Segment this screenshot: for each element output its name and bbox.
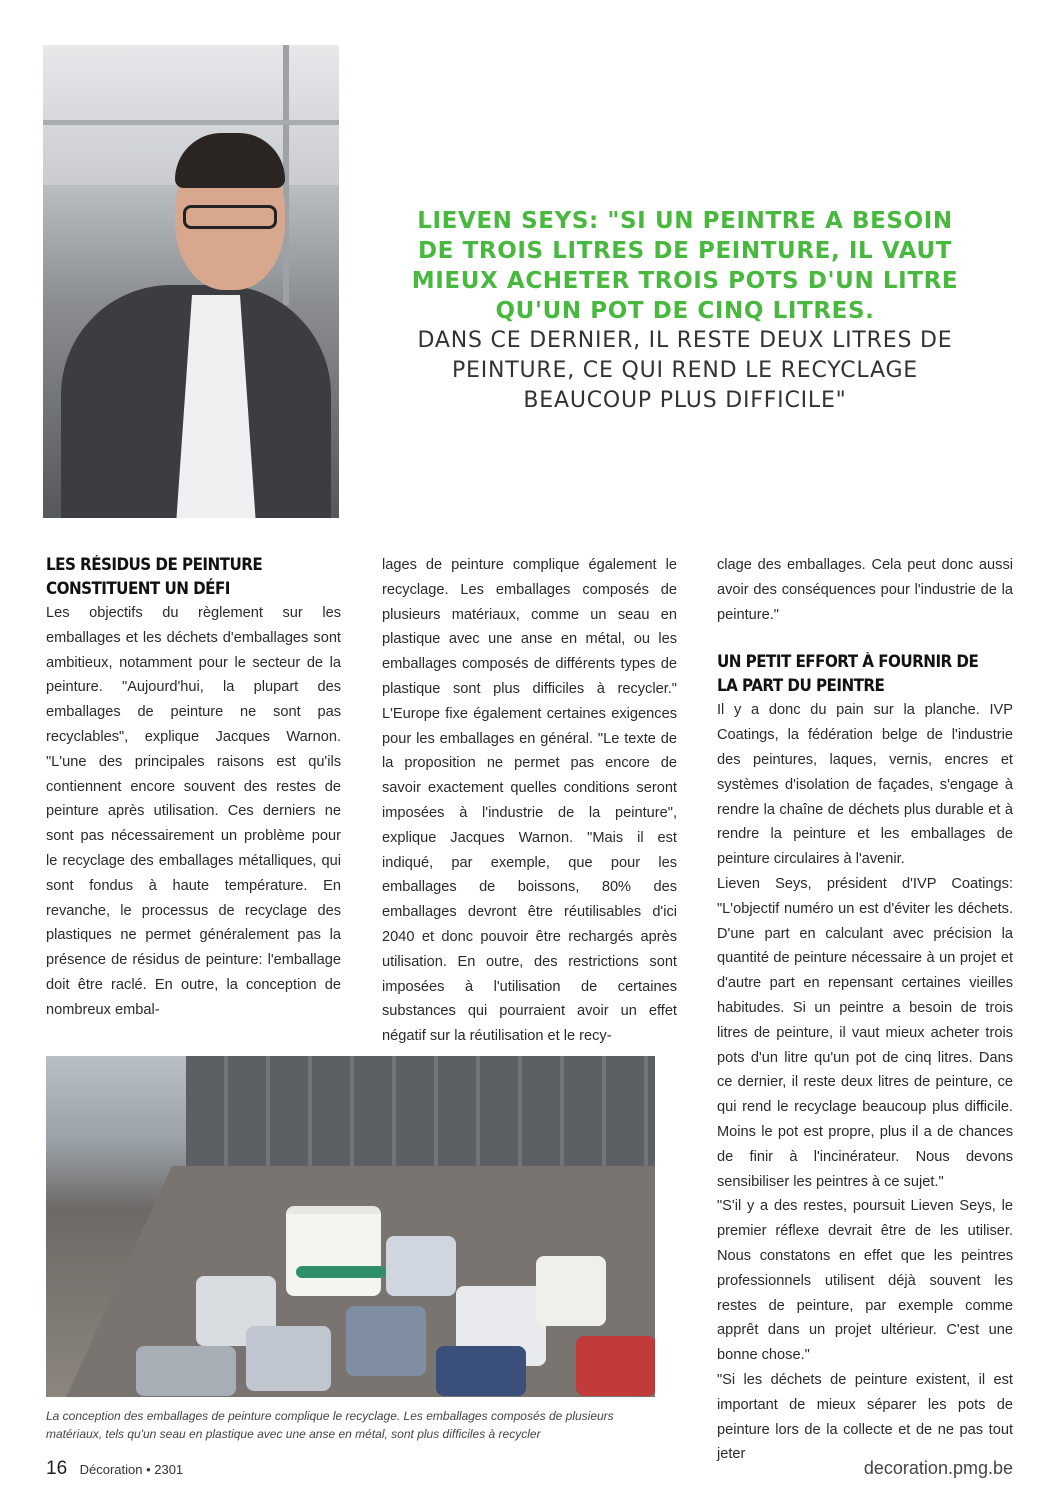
footer-left [46, 1458, 183, 1480]
column-3 [717, 553, 1013, 1467]
pull-quote [400, 206, 970, 416]
column-2 [382, 553, 677, 1049]
column-1 [46, 553, 341, 1023]
body-text-col3-p1: Il y a donc du pain sur la planche. IVP Coatings, la fédération belge de l'industrie des peintures, laques, vernis, encres et systèmes d'isolation de façades, s'engage à rendre la chaîne de déchets plus durable et à rendre la peinture et les emballages de peinture circulaires à l'avenir. [717, 702, 1013, 868]
website-link[interactable]: decoration.pmg.be [863, 1458, 1013, 1478]
page-number: 16 [46, 1458, 68, 1479]
body-text-col1: Les objectifs du règlement sur les emballages et les déchets d'emballages sont ambitieux, notamment pour le secteur de la peinture. "Aujourd'hui, la plupart des emballages de peinture ne sont pas recyclables", explique Jacques Warnon. "L'une des principales raisons est qu'ils contiennent encore souvent des restes de peinture après utilisation. Ces derniers ne sont pas nécessairement un problème pour le recyclage des emballages métalliques, qui sont fondus à haute température. En revanche, le processus de recyclage des plastiques ne permet généralement pas la présence de résidus de peinture: l'emballage doit être raclé. En outre, la conception de nombreux embal- [46, 605, 341, 1018]
paint-pots-container-photo [46, 1056, 655, 1397]
portrait-photo [43, 45, 339, 518]
pull-quote-continuation: DANS CE DERNIER, IL RESTE DEUX LITRES DE PEINTURE, CE QUI REND LE RECYCLAGE BEAUCOUP PLUS DIFFICILE" [417, 328, 953, 413]
pull-quote-highlight: LIEVEN SEYS: "SI UN PEINTRE A BESOIN DE TROIS LITRES DE PEINTURE, IL VAUT MIEUX ACHETER TROIS POTS D'UN LITRE QU'UN POT DE CINQ LITRES. [411, 208, 959, 324]
body-text-col3-p4: "Si les déchets de peinture existent, il est important de mieux séparer les pots de peinture lors de la collecte et de ne pas tout jeter [717, 1371, 1013, 1463]
body-text-col3-p2: Lieven Seys, président d'IVP Coatings: "L'objectif numéro un est d'éviter les déchets. D'une part en calculant avec précision la quantité de peinture nécessaire à un projet et d'autre part en repensant certaines vieilles habitudes. Si un peintre a besoin de trois litres de peinture, il vaut mieux acheter trois pots d'un litre qu'un pot de cinq litres. Dans ce dernier, il reste deux litres de peinture, ce qui rend le recyclage beaucoup plus difficile. Moins le pot est propre, plus il a de chances de finir à l'incinérateur. Nous devons sensibiliser les peintres à ce sujet." [717, 875, 1013, 1190]
body-text-col3-intro: clage des emballages. Cela peut donc aussi avoir des conséquences pour l'industrie de la peinture." [717, 557, 1013, 623]
photo-caption: La conception des emballages de peinture complique le recyclage. Les emballages composés de plusieurs matériaux, tels qu'un seau en plastique avec une anse en métal, sont plus difficiles à recycler [46, 1409, 614, 1441]
magazine-issue: Décoration • 2301 [79, 1462, 184, 1477]
section-heading-painter-effort: UN PETIT EFFORT À FOURNIR DE LA PART DU PEINTRE [717, 652, 979, 696]
section-heading-residues: LES RÉSIDUS DE PEINTURE CONSTITUENT UN DÉFI [46, 555, 263, 598]
body-text-col3-p3: "S'il y a des restes, poursuit Lieven Seys, le premier réflexe devrait être de les utiliser. Nous constatons en effet que les peintres professionnels utilisent déjà souvent les restes de peinture, par exemple comme apprêt dans un projet ultérieur. C'est une bonne chose." [717, 1198, 1013, 1364]
body-text-col2: lages de peinture complique également le recyclage. Les emballages composés de plusieurs matériaux, comme un seau en plastique avec une anse en métal, ou les emballages composés de différents types de plastique sont plus difficiles à recycler." L'Europe fixe également certaines exigences pour les emballages en général. "Le texte de la proposition ne permet pas encore de savoir exactement quelles conditions seront imposées à l'industrie de la peinture", explique Jacques Warnon. "Mais il est indiqué, par exemple, que pour les emballages de boissons, 80% des emballages devront être réutilisables d'ici 2040 et donc pouvoir être rechargés après utilisation. En outre, des restrictions sont imposées à l'utilisation de certaines substances qui pourraient avoir un effet négatif sur la réutilisation et le recy- [382, 557, 677, 1045]
